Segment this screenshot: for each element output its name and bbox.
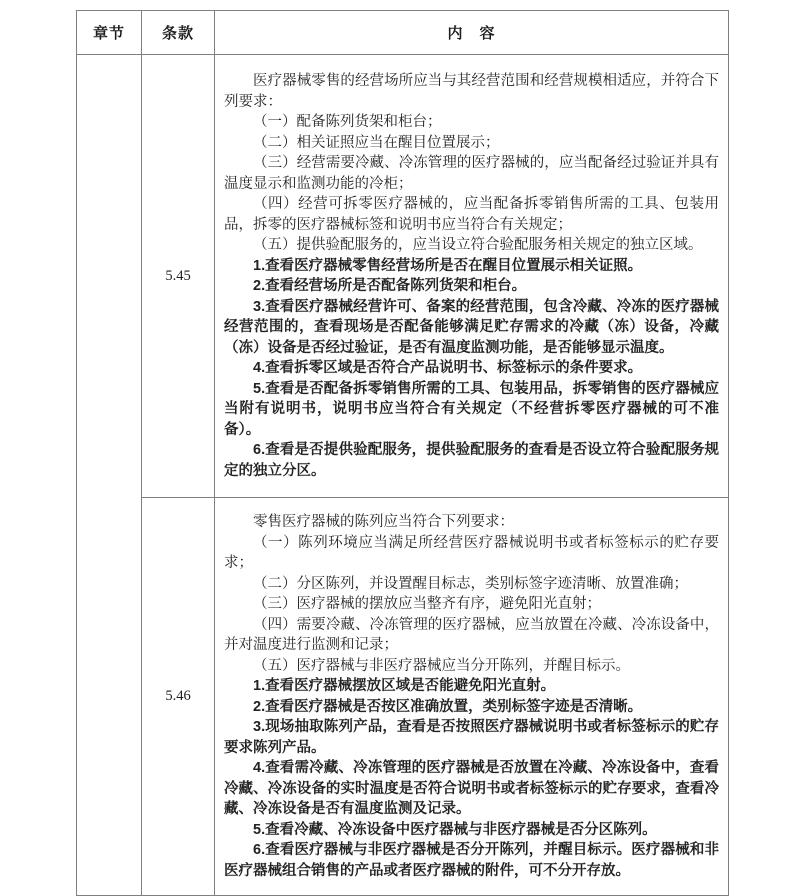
check-item-paragraph: 4.查看需冷藏、冷冻管理的医疗器械是否放置在冷藏、冷冻设备中，查看冷藏、冷冻设备的实时温度是否符合说明书或者标签标示的贮存要求，查看冷藏、冷冻设备是否有温度监测及记录。 [224,760,719,817]
regulation-paragraph: 医疗器械零售的经营场所应当与其经营范围和经营规模相适应，并符合下列要求： [224,73,719,110]
clause-number: 5.45 [142,55,215,498]
regulation-paragraph: （三）医疗器械的摆放应当整齐有序，避免阳光直射； [253,596,601,612]
regulation-paragraph: （二）相关证照应当在醒目位置展示； [253,134,500,151]
content-cell [215,498,729,896]
check-item-paragraph: 5.查看冷藏、冷冻设备中医疗器械与非医疗器械是否分区陈列。 [253,821,657,838]
check-item-paragraph: 3.查看医疗器械经营许可、备案的经营范围，包含冷藏、冷冻的医疗器械经营范围的，查看现场是否配备能够满足贮存需求的冷藏（冻）设备，冷藏（冻）设备是否经过验证，是否有温度监测功能，是否能够显示温度。 [224,298,719,356]
regulation-paragraph: （三）经营需要冷藏、冷冻管理的医疗器械的，应当配备经过验证并具有温度显示和监测功能的冷柜； [224,155,719,192]
regulation-paragraph: （一）陈列环境应当满足所经营医疗器械说明书或者标签标示的贮存要求； [224,534,719,571]
check-item-paragraph: 1.查看医疗器械摆放区域是否能避免阳光直射。 [253,678,556,694]
table-row [77,498,729,896]
regulation-paragraph: （二）分区陈列，并设置醒目标志，类别标签字迹清晰、放置准确； [253,575,688,592]
check-item-paragraph: 6.查看医疗器械与非医疗器械是否分开陈列，并醒目标示。医疗器械和非医疗器械组合销售的产品或者医疗器械的附件，可不分开存放。 [224,842,719,879]
check-item-paragraph: 2.查看经营场所是否配备陈列货架和柜台。 [253,278,527,294]
clause-number: 5.46 [142,498,215,896]
regulation-paragraph: （五）提供验配服务的，应当设立符合验配服务相关规定的独立区域。 [253,237,703,253]
check-item-paragraph: 6.查看是否提供验配服务，提供验配服务的查看是否设立符合验配服务规定的独立分区。 [224,442,719,479]
chapter-cell [77,55,142,896]
header-row [77,11,729,55]
regulation-paragraph: （四）需要冷藏、冷冻管理的医疗器械，应当放置在冷藏、冷冻设备中，并对温度进行监测和记录； [224,616,719,653]
inspection-table [76,10,729,896]
check-item-paragraph: 2.查看医疗器械是否按区准确放置，类别标签字迹是否清晰。 [253,698,643,715]
regulation-paragraph: （四）经营可拆零医疗器械的，应当配备拆零销售所需的工具、包装用品，拆零的医疗器械标签和说明书应当符合有关规定； [224,196,719,233]
header-chapter: 章节 [77,11,142,55]
regulation-paragraph: 零售医疗器械的陈列应当符合下列要求： [253,514,514,530]
regulation-paragraph: （一）配备陈列货架和柜台； [253,114,442,130]
regulation-paragraph: （五）医疗器械与非医疗器械应当分开陈列，并醒目标示。 [253,657,630,674]
check-item-paragraph: 5.查看是否配备拆零销售所需的工具、包装用品，拆零销售的医疗器械应当附有说明书，说明书应当符合有关规定（不经营拆零医疗器械的可不准备）。 [224,380,719,438]
header-clause: 条款 [142,11,215,55]
check-item-paragraph: 1.查看医疗器械零售经营场所是否在醒目位置展示相关证照。 [253,257,643,274]
content-cell [215,55,729,498]
check-item-paragraph: 3.现场抽取陈列产品，查看是否按照医疗器械说明书或者标签标示的贮存要求陈列产品。 [224,719,719,756]
header-content: 内 容 [215,11,729,55]
check-item-paragraph: 4.查看拆零区域是否符合产品说明书、标签标示的条件要求。 [253,360,643,376]
table-row [77,55,729,498]
table-body [77,55,729,896]
